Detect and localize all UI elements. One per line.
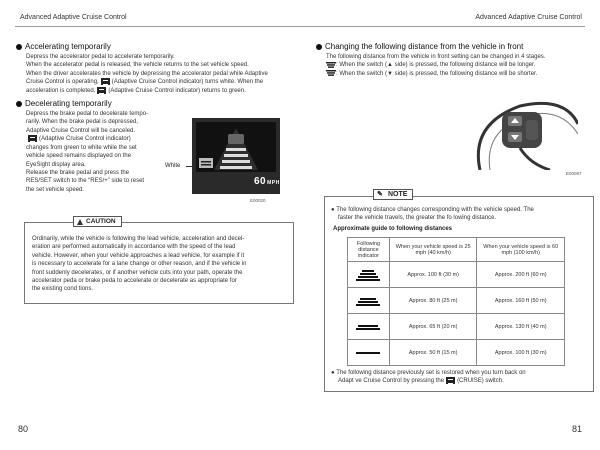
- steering-wheel-figure: [460, 84, 586, 176]
- distance-indicator-cell: [348, 288, 390, 314]
- distance-bars-icon: [356, 352, 380, 354]
- note-label: ✎ NOTE: [373, 189, 413, 200]
- text-line: Adapt ve Cruise Control by pressing the (CRUISE) switch.: [338, 378, 504, 385]
- note-box: [324, 191, 594, 392]
- acc-indicator-icon: [97, 87, 106, 94]
- note-bullet-1: [331, 206, 593, 222]
- text-line: Ordinarily, while the vehicle is following the lead vehicle, acceleration and decel-: [32, 236, 245, 242]
- distance-bars-icon: [356, 325, 380, 330]
- text-line: When the accelerator pedal is released, the vehicle returns to the set vehicle speed.: [26, 62, 249, 69]
- section-title-decelerating: [16, 99, 112, 108]
- text-line: Adaptive Cruise Control will be canceled.: [26, 127, 136, 134]
- text-line: the existing cond tions.: [32, 286, 94, 293]
- caution-text: [32, 235, 290, 294]
- page-header: Advanced Adaptive Cruise Control: [475, 14, 582, 21]
- bullet-dot-icon: [316, 44, 322, 50]
- page-number: 81: [571, 424, 582, 434]
- caution-label: CAUTION: [73, 216, 122, 227]
- section-title-text: Decelerating temporarily: [25, 99, 112, 108]
- table-cell: Approx. 130 ft (40 m): [477, 314, 565, 340]
- right-page: [300, 0, 600, 450]
- text-line: changes from green to white while the set: [26, 144, 137, 151]
- lead-vehicle-icon: [228, 134, 244, 144]
- section-title-text: Changing the following distance from the vehicle in front: [325, 42, 524, 51]
- text-line: EyeSight display area.: [26, 161, 86, 168]
- acc-indicator-icon: [101, 78, 110, 85]
- table-cell: Approx. 100 ft (30 m): [389, 262, 477, 288]
- table-header-cell: When your vehicle speed is 25 mph (40 km/h): [389, 238, 477, 262]
- text-line: is necessary to accelerate for a lane change or other reason, and if the vehicle in: [32, 261, 247, 268]
- section-title-changing-distance: [316, 42, 523, 51]
- distance-indicator-cell: [348, 262, 390, 288]
- eyesight-display-figure: [162, 118, 282, 208]
- accelerating-body: [26, 53, 296, 95]
- table-cell: Approx. 200 ft (60 m): [477, 262, 565, 288]
- header-rule: [15, 26, 300, 27]
- acc-indicator-icon: [28, 135, 37, 142]
- section-title-accelerating: [16, 42, 111, 51]
- table-cell: Approx. 50 ft (15 m): [389, 340, 477, 366]
- bullet-dot-icon: [16, 44, 22, 50]
- text-line: When the driver accelerates the vehicle by depressing the accelerator pedal while Adaptive: [26, 70, 268, 77]
- following-distance-table: [347, 237, 565, 366]
- caution-box: [24, 218, 294, 304]
- table-cell: Approx. 160 ft (50 m): [477, 288, 565, 314]
- text-line: vehicle speed remains displayed on the: [26, 153, 132, 160]
- text-line: Cruise Control is operating, (Adaptive Cruise Control indicator) turns white. When the: [26, 79, 264, 86]
- table-row: [348, 262, 565, 288]
- distance-indicator-cell: [348, 314, 390, 340]
- triangle-up-icon: ▲: [387, 62, 393, 69]
- page-number: 80: [18, 424, 29, 434]
- table-cell: Approx. 80 ft (25 m): [389, 288, 477, 314]
- figure-code: E00097: [566, 171, 582, 176]
- decelerating-body: [26, 110, 164, 194]
- table-row: [348, 314, 565, 340]
- distance-bars-icon: [356, 298, 380, 306]
- text-line: (Adaptive Cruise Control indicator): [26, 135, 164, 143]
- steering-wheel-graphic: [460, 84, 578, 170]
- figure-code: E00020: [250, 198, 266, 203]
- note-bullet-2: [331, 369, 593, 385]
- text-line: accelerator peda or brake peda to accelerate or decelerate as appropriate for: [32, 278, 237, 285]
- header-rule: [300, 26, 585, 27]
- text-line: ● The following distance previously set is restored when you turn back on: [331, 370, 526, 376]
- cruise-switch-icon: [446, 377, 455, 384]
- text-line: The following distance from the vehicle in front setting can be changed in 4 stages.: [326, 54, 546, 60]
- text-line: Depress the brake pedal to decelerate tempo-: [26, 111, 149, 117]
- distance-bars-icon: [356, 270, 380, 281]
- table-header-cell: When your vehicle speed is 60 mph (100 km/h): [477, 238, 565, 262]
- distance-switch-icon: [326, 70, 336, 76]
- table-row: [348, 340, 565, 366]
- table-row: [348, 288, 565, 314]
- text-line: ● The following distance changes corresponding with the vehicle speed. The: [331, 207, 534, 213]
- section-title-text: Accelerating temporarily: [25, 42, 111, 51]
- page-header: Advanced Adaptive Cruise Control: [20, 14, 127, 21]
- table-title: Approximate guide to following distances: [333, 226, 453, 232]
- text-line: Release the brake pedal and press the: [26, 169, 130, 176]
- text-line: Depress the accelerator pedal to accelerate temporarily.: [26, 54, 175, 60]
- table-cell: Approx. 100 ft (30 m): [477, 340, 565, 366]
- text-line: front suddenly decelerates, or if another vehicle cuts into your path, operate the: [32, 269, 243, 276]
- triangle-down-icon: ▼: [387, 70, 393, 77]
- text-line: : When the switch (▲ side) is pressed, the following distance will be longer.: [326, 61, 596, 69]
- text-line: acceleration is completed, (Adaptive Cruise Control indicator) returns to green.: [26, 87, 246, 94]
- changing-distance-body: [326, 53, 596, 78]
- text-line: rarily. When the brake pedal is depressed,: [26, 119, 138, 126]
- text-line: : When the switch (▼ side) is pressed, the following distance will be shorter.: [326, 70, 596, 78]
- table-cell: Approx. 65 ft (20 m): [389, 314, 477, 340]
- text-line: vehicle. However, when your vehicle approaches a lead vehicle, for example if it: [32, 252, 245, 259]
- white-callout-label: White: [165, 163, 181, 169]
- text-line: the set vehicle speed.: [26, 186, 85, 193]
- distance-switch-icon: [326, 62, 336, 68]
- distance-indicator-cell: [348, 340, 390, 366]
- table-header-cell: Following distance indicator: [348, 238, 390, 262]
- set-speed-readout: 60MPH: [254, 176, 280, 187]
- acc-indicator-icon: [199, 158, 213, 168]
- text-line: RES/SET switch to the “RES/+” side to reset: [26, 178, 145, 185]
- text-line: eration are performed automatically in accordance with the speed of the lead: [32, 244, 236, 251]
- text-line: faster the vehicle travels, the greater the fo lowing distance.: [338, 215, 497, 222]
- bullet-dot-icon: [16, 101, 22, 107]
